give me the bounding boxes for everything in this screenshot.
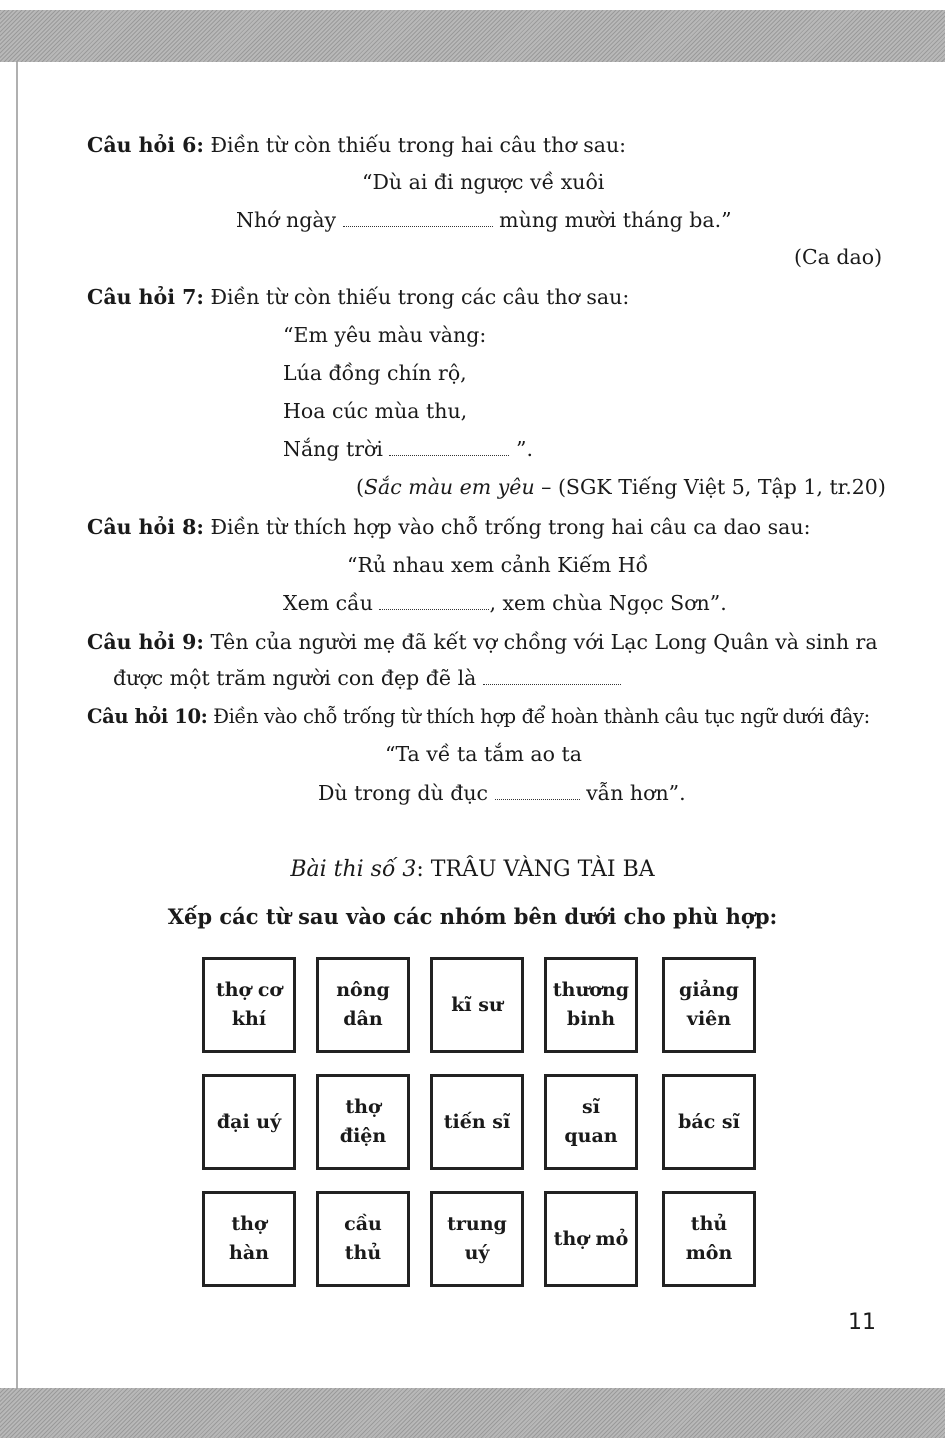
q9-line-2 bbox=[113, 664, 621, 692]
word-card[interactable]: thủ môn bbox=[662, 1191, 756, 1287]
q7-verse-4 bbox=[283, 435, 533, 463]
question-9-text: Tên của người mẹ đã kết vợ chồng với Lạc Long Quân và sinh ra bbox=[203, 630, 878, 654]
q10-verse-1: “Ta về ta tắm ao ta bbox=[385, 742, 582, 766]
q7-source-title: Sắc màu em yêu bbox=[364, 475, 535, 499]
q8-verse-1: “Rủ nhau xem cảnh Kiếm Hồ bbox=[347, 553, 649, 577]
q6-source: (Ca dao) bbox=[794, 245, 883, 269]
q6-verse-2 bbox=[236, 206, 732, 234]
section-title-rest: : TRÂU VÀNG TÀI BA bbox=[416, 857, 655, 882]
q7-verse-2: Lúa đồng chín rộ, bbox=[283, 361, 467, 385]
word-card[interactable]: thương binh bbox=[544, 957, 638, 1053]
q7-verse-1: “Em yêu màu vàng: bbox=[283, 323, 487, 347]
question-6 bbox=[87, 131, 626, 159]
q10-verse-2-pre: Dù trong dù đục bbox=[318, 781, 495, 805]
q8-verse-2-pre: Xem cầu bbox=[283, 591, 380, 615]
word-card[interactable]: thợ điện bbox=[316, 1074, 410, 1170]
q10-verse-2-post: vẫn hơn”. bbox=[579, 781, 686, 805]
question-6-label: Câu hỏi 6: bbox=[87, 133, 204, 157]
top-scan-band bbox=[0, 10, 945, 62]
q10-verse-2 bbox=[318, 779, 686, 807]
question-8-label: Câu hỏi 8: bbox=[87, 515, 204, 539]
question-7-text: Điền từ còn thiếu trong các câu thơ sau: bbox=[203, 285, 630, 309]
q8-blank[interactable] bbox=[379, 597, 489, 610]
question-9-label: Câu hỏi 9: bbox=[87, 630, 204, 654]
word-card[interactable]: tiến sĩ bbox=[430, 1074, 524, 1170]
word-card[interactable]: bác sĩ bbox=[662, 1074, 756, 1170]
q9-blank[interactable] bbox=[483, 672, 621, 685]
q7-verse-3: Hoa cúc mùa thu, bbox=[283, 399, 468, 423]
q7-verse-4-post: ”. bbox=[509, 437, 533, 461]
word-card[interactable]: sĩ quan bbox=[544, 1074, 638, 1170]
question-10-text: Điền vào chỗ trống từ thích hợp để hoàn thành câu tục ngữ dưới đây: bbox=[207, 705, 870, 728]
word-card[interactable]: giảng viên bbox=[662, 957, 756, 1053]
q7-source-rest: – (SGK Tiếng Việt 5, Tập 1, tr.20) bbox=[534, 475, 886, 499]
q6-verse-2-pre: Nhớ ngày bbox=[236, 208, 343, 232]
page-number: 11 bbox=[848, 1310, 876, 1335]
word-card[interactable]: đại uý bbox=[202, 1074, 296, 1170]
section-title-italic: Bài thi số 3 bbox=[290, 857, 417, 882]
bottom-scan-band bbox=[0, 1388, 945, 1438]
q7-blank[interactable] bbox=[389, 443, 509, 456]
word-card[interactable]: cầu thủ bbox=[316, 1191, 410, 1287]
question-10-label: Câu hỏi 10: bbox=[87, 705, 208, 728]
word-card[interactable]: thợ cơ khí bbox=[202, 957, 296, 1053]
question-8 bbox=[87, 513, 811, 541]
word-card[interactable]: trung uý bbox=[430, 1191, 524, 1287]
page-edge bbox=[16, 62, 18, 1388]
q10-blank[interactable] bbox=[495, 787, 580, 800]
question-7 bbox=[87, 283, 629, 311]
section-title bbox=[0, 857, 945, 882]
question-6-text: Điền từ còn thiếu trong hai câu thơ sau: bbox=[203, 133, 627, 157]
word-card[interactable]: thợ mỏ bbox=[544, 1191, 638, 1287]
q9-text-2: được một trăm người con đẹp đẽ là bbox=[113, 666, 483, 690]
word-card[interactable]: kĩ sư bbox=[430, 957, 524, 1053]
q6-verse-1: “Dù ai đi ngược về xuôi bbox=[362, 170, 605, 194]
q8-verse-2-post: , xem chùa Ngọc Sơn”. bbox=[489, 591, 727, 615]
q8-verse-2 bbox=[283, 589, 727, 617]
q7-verse-4-pre: Nắng trời bbox=[283, 437, 390, 461]
q6-blank[interactable] bbox=[343, 214, 493, 227]
question-7-label: Câu hỏi 7: bbox=[87, 285, 204, 309]
section-instruction: Xếp các từ sau vào các nhóm bên dưới cho phù hợp: bbox=[167, 904, 778, 929]
question-8-text: Điền từ thích hợp vào chỗ trống trong hai câu ca dao sau: bbox=[203, 515, 811, 539]
question-9 bbox=[87, 628, 878, 656]
word-card[interactable]: nông dân bbox=[316, 957, 410, 1053]
q7-source: (Sắc màu em yêu – (SGK Tiếng Việt 5, Tập 1, tr.20) bbox=[356, 475, 886, 499]
q6-verse-2-post: mùng mười tháng ba.” bbox=[492, 208, 732, 232]
word-card[interactable]: thợ hàn bbox=[202, 1191, 296, 1287]
question-10 bbox=[87, 703, 870, 731]
